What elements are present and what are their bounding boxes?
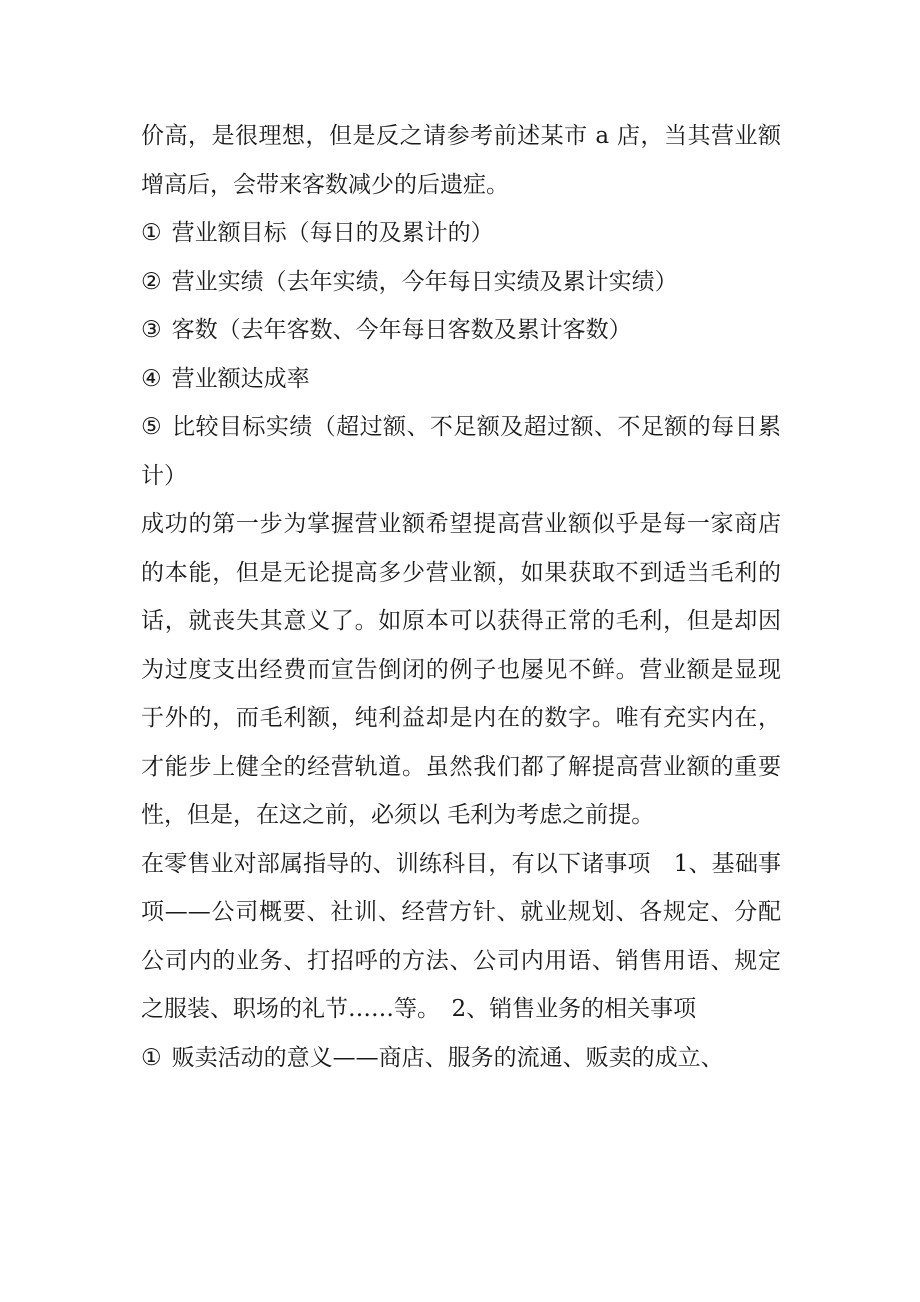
list-marker: ④ xyxy=(141,365,162,392)
list-item xyxy=(141,355,781,404)
list-marker: ① xyxy=(141,220,162,246)
list-item xyxy=(141,403,781,500)
list-item xyxy=(141,258,781,307)
list-marker: ① xyxy=(141,1044,162,1071)
list-item xyxy=(141,306,781,355)
list-item xyxy=(141,1034,781,1083)
list-item-text: 营业额达成率 xyxy=(171,365,310,392)
paragraph-2: 成功的第一步为掌握营业额希望提高营业额似乎是每一家商店的本能，但是无论提高多少营业额，如果获取不到适当毛利的话，就丧失其意义了。如原本可以获得正常的毛利，但是却因为过度支出经费而宣告倒闭的例子也屡见不鲜。营业额是显现于外的，而毛利额，纯利益却是内在的数字。唯有充实内在，才能步上健全的经营轨道。虽然我们都了解提高营业额的重要性，但是，在这之前，必须以 毛利为考虑之前提。 xyxy=(141,511,781,828)
list-item-text: 营业额目标（每日的及累计的） xyxy=(171,220,494,246)
list-marker: ② xyxy=(141,268,162,295)
list-marker: ③ xyxy=(141,317,162,343)
document-page xyxy=(141,112,781,1082)
list-item xyxy=(141,209,781,258)
list-item-text: 比较目标实绩（超过额、不足额及超过额、不足额的每日累计） xyxy=(141,414,781,489)
list-sales xyxy=(141,1034,781,1083)
list-item-text: 贩卖活动的意义——商店、服务的流通、贩卖的成立、 xyxy=(171,1044,724,1071)
list-targets xyxy=(141,209,781,500)
paragraph-1: 价高，是很理想，但是反之请参考前述某市 a 店，当其营业额增高后，会带来客数减少的后遗症。 xyxy=(141,123,781,198)
list-item-text: 客数（去年客数、今年每日客数及累计客数） xyxy=(171,317,632,343)
list-marker: ⑤ xyxy=(141,414,162,440)
paragraph-3: 在零售业对部属指导的、训练科目，有以下诸事项 1、基础事项——公司概要、社训、经营方针、就业规划、各规定、分配公司内的业务、打招呼的方法、公司内用语、销售用语、规定之服装、职场的礼节……等。 2、销售业务的相关事项 xyxy=(141,850,781,1022)
list-item-text: 营业实绩（去年实绩，今年每日实绩及累计实绩） xyxy=(171,268,678,295)
